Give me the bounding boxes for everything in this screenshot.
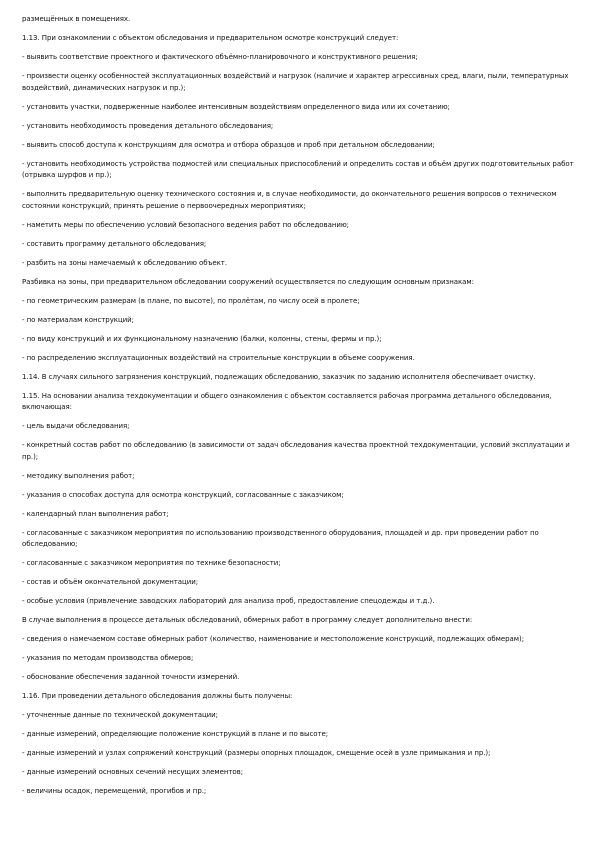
list-item: - установить необходимость проведения детального обследования;	[22, 121, 274, 130]
list-item: - методику выполнения работ;	[22, 471, 135, 480]
list-item: - по виду конструкций и их функциональному назначению (балки, колонны, стены, фермы и пр.);	[22, 334, 382, 343]
list-item: - конкретный состав работ по обследованию (в зависимости от задач обследования качества проектной техдокументации, условий эксплуатации и пр.);	[22, 441, 570, 461]
list-item: - состав и объём окончательной документации;	[22, 578, 199, 586]
list-item: - по материалам конструкций;	[22, 315, 134, 324]
list-item: - по геометрическим размерам (в плане, по высоте), по пролётам, по числу осей в пролете;	[22, 296, 360, 305]
list-item: - выполнить предварительную оценку технического состояния и, в случае необходимости, до окончательного решения вопросов о техническом состоянии конструкций, принять решение о первоочередных мероприятиях;	[22, 190, 557, 210]
list-item: - уточненные данные по технической документации;	[22, 711, 218, 719]
list-item: - данные измерений основных сечений несущих элементов;	[22, 768, 244, 776]
list-item: - величины осадок, перемещений, прогибов и пр.;	[22, 787, 207, 795]
section-1-15-heading: 1.15. На основании анализа техдокументации и общего ознакомления с объектом составляется рабочая программа детального обследования, включающая:	[22, 391, 552, 411]
list-item: - цель выдачи обследования;	[22, 422, 130, 430]
list-item: - произвести оценку особенностей эксплуатационных воздействий и нагрузок (наличие и характер агрессивных сред, влаги, пыли, температурных воздействий, динамических нагрузок и пр.);	[22, 72, 569, 92]
list-item: - выявить способ доступа к конструкциям для осмотра и отбора образцов и проб при детальном обследовании;	[22, 140, 435, 149]
list-item: - согласованные с заказчиком мероприятия по технике безопасности;	[22, 559, 281, 567]
section-1-13-heading: 1.13. При ознакомлении с объектом обследования и предварительном осмотре конструкций следует:	[22, 34, 399, 42]
list-item: - согласованные с заказчиком мероприятия по использованию производственного оборудования, площадей и др. при проведении работ по обследованию;	[22, 528, 539, 548]
section-1-16-heading: 1.16. При проведении детального обследования должны быть получены:	[22, 692, 293, 700]
list-item: - сведения о намечаемом составе обмерных работ (количество, наименование и местоположение конструкций, подлежащих обмерам);	[22, 635, 524, 643]
list-item: - по распределению эксплуатационных воздействий на строительные конструкции в объеме сооружения.	[22, 353, 415, 362]
list-item: - данные измерений и узлах сопряжений конструкций (размеры опорных площадок, смещение осей в узле примыкания и пр.);	[22, 749, 491, 757]
document-page	[22, 14, 574, 804]
section-1-14-paragraph: 1.14. В случаях сильного загрязнения конструкций, подлежащих обследованию, заказчик по заданию исполнителя обеспечивает очистку.	[22, 372, 536, 381]
list-item: - данные измерений, определяющие положение конструкций в плане и по высоте;	[22, 730, 329, 738]
list-item: - календарный план выполнения работ;	[22, 509, 169, 518]
list-item: - составить программу детального обследования;	[22, 239, 207, 248]
text-paragraph: В случае выполнения в процессе детальных обследований, обмерных работ в программу следует дополнительно внести:	[22, 616, 473, 624]
text-paragraph: Разбивка на зоны, при предварительном обследовании сооружений осуществляется по следующим основным признакам:	[22, 277, 474, 286]
list-item: - выявить соответствие проектного и фактического объёмно-планировочного и конструктивного решения;	[22, 53, 418, 61]
list-item: - указания по методам производства обмеров;	[22, 654, 194, 662]
list-item: - установить необходимость устройства подмостей или специальных приспособлений и определить состав и объём других подготовительных работ (отрывка шурфов и пр.);	[22, 159, 574, 179]
list-item: - установить участки, подверженные наиболее интенсивным воздействиям определенного вида или их сочетанию;	[22, 102, 450, 111]
list-item: - обоснование обеспечения заданной точности измерений.	[22, 673, 240, 681]
list-item: - наметить меры по обеспечению условий безопасного ведения работ по обследованию;	[22, 220, 349, 229]
list-item: - указания о способах доступа для осмотра конструкций, согласованные с заказчиком;	[22, 490, 344, 499]
text-paragraph: размещённых в помещениях.	[22, 15, 131, 23]
list-item: - разбить на зоны намечаемый к обследованию объект.	[22, 258, 227, 267]
list-item: - особые условия (привлечение заводских лабораторий для анализа проб, предоставление спецодежды и т.д.).	[22, 597, 435, 605]
